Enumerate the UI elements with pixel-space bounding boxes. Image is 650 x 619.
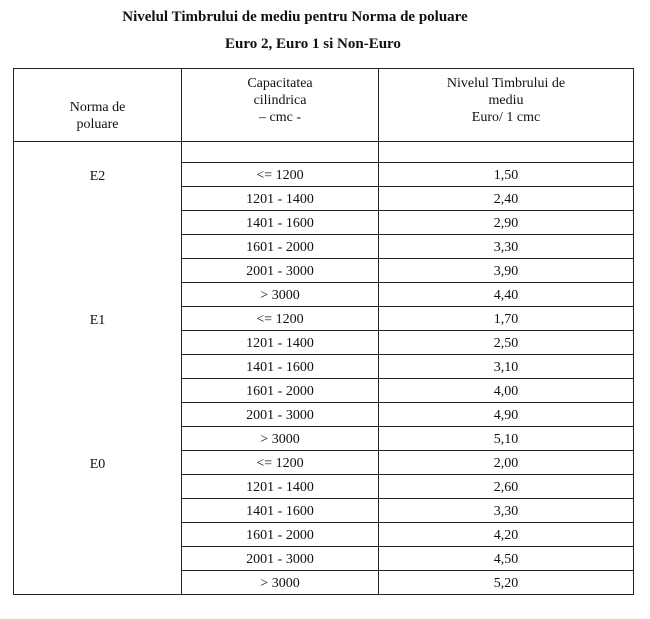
nivel-cell: 2,40: [379, 187, 634, 211]
nivel-cell: 3,10: [379, 355, 634, 379]
header-norma-line: poluare: [76, 117, 119, 132]
norma-cell: [14, 235, 182, 259]
capacitate-cell: 2001 - 3000: [182, 403, 379, 427]
capacitate-cell: > 3000: [182, 571, 379, 595]
capacitate-cell: <= 1200: [182, 307, 379, 331]
capacitate-cell: 1401 - 1600: [182, 211, 379, 235]
table-row: [14, 307, 634, 331]
capacitate-cell: 1601 - 2000: [182, 523, 379, 547]
capacitate-cell: 1201 - 1400: [182, 475, 379, 499]
nivel-cell: 4,20: [379, 523, 634, 547]
norma-cell: [14, 259, 182, 283]
capacitate-cell: 1601 - 2000: [182, 235, 379, 259]
table-row: [14, 547, 634, 571]
table-row: [14, 211, 634, 235]
table-row: [14, 259, 634, 283]
header-nivel-line: Euro/ 1 cmc: [471, 110, 541, 125]
table-row: [14, 403, 634, 427]
norma-cell: [14, 379, 182, 403]
header-norma-line: Norma de: [69, 100, 126, 115]
header-capacitate-line: Capacitatea: [247, 76, 313, 91]
table-row: [14, 355, 634, 379]
table-spacer-row: [14, 142, 634, 163]
nivel-cell: 4,40: [379, 283, 634, 307]
header-capacitate-cilindrica: [182, 69, 379, 142]
header-norma-de-poluare: [14, 69, 182, 142]
nivel-cell: 2,00: [379, 451, 634, 475]
capacitate-cell: 1201 - 1400: [182, 331, 379, 355]
norma-cell: E0: [14, 451, 182, 475]
header-nivel-line: mediu: [488, 93, 524, 108]
capacitate-cell: > 3000: [182, 427, 379, 451]
norma-cell: [14, 283, 182, 307]
nivel-cell: 3,90: [379, 259, 634, 283]
nivel-cell: 2,90: [379, 211, 634, 235]
nivel-cell: 4,50: [379, 547, 634, 571]
table-cell-empty: [14, 142, 182, 163]
norma-cell: [14, 523, 182, 547]
table-header-row: [14, 69, 634, 142]
table-row: [14, 451, 634, 475]
capacitate-cell: 1201 - 1400: [182, 187, 379, 211]
table-row: [14, 571, 634, 595]
capacitate-cell: 2001 - 3000: [182, 259, 379, 283]
norma-cell: [14, 427, 182, 451]
nivel-cell: 2,60: [379, 475, 634, 499]
norma-cell: [14, 499, 182, 523]
capacitate-cell: 1601 - 2000: [182, 379, 379, 403]
norma-cell: [14, 475, 182, 499]
capacitate-cell: > 3000: [182, 283, 379, 307]
norma-cell: [14, 211, 182, 235]
header-nivel-timbru: [379, 69, 634, 142]
nivel-cell: 1,50: [379, 163, 634, 187]
table-row: [14, 499, 634, 523]
capacitate-cell: <= 1200: [182, 163, 379, 187]
nivel-cell: 5,20: [379, 571, 634, 595]
header-capacitate-line: – cmc -: [259, 110, 301, 125]
table-row: [14, 235, 634, 259]
table-row: [14, 475, 634, 499]
document-subtitle: Euro 2, Euro 1 si Non-Euro: [225, 36, 401, 52]
nivel-cell: 3,30: [379, 235, 634, 259]
table-row: [14, 427, 634, 451]
stamp-tax-table: [13, 68, 634, 595]
table-row: [14, 331, 634, 355]
norma-cell: [14, 355, 182, 379]
table-cell-empty: [379, 142, 634, 163]
norma-cell: [14, 547, 182, 571]
header-nivel-line: Nivelul Timbrului de: [446, 76, 566, 91]
header-capacitate-line: cilindrica: [253, 93, 307, 108]
table-row: [14, 187, 634, 211]
norma-cell: [14, 403, 182, 427]
norma-cell: [14, 187, 182, 211]
table-row: [14, 283, 634, 307]
table-body: [14, 142, 634, 595]
table-cell-empty: [182, 142, 379, 163]
norma-cell: E1: [14, 307, 182, 331]
table-row: [14, 523, 634, 547]
document-title: Nivelul Timbrului de mediu pentru Norma de poluare: [122, 9, 468, 25]
nivel-cell: 3,30: [379, 499, 634, 523]
capacitate-cell: 1401 - 1600: [182, 499, 379, 523]
norma-cell: [14, 331, 182, 355]
nivel-cell: 2,50: [379, 331, 634, 355]
nivel-cell: 4,00: [379, 379, 634, 403]
capacitate-cell: 2001 - 3000: [182, 547, 379, 571]
norma-cell: E2: [14, 163, 182, 187]
table-row: [14, 163, 634, 187]
nivel-cell: 5,10: [379, 427, 634, 451]
capacitate-cell: <= 1200: [182, 451, 379, 475]
nivel-cell: 4,90: [379, 403, 634, 427]
nivel-cell: 1,70: [379, 307, 634, 331]
capacitate-cell: 1401 - 1600: [182, 355, 379, 379]
table-row: [14, 379, 634, 403]
norma-cell: [14, 571, 182, 595]
